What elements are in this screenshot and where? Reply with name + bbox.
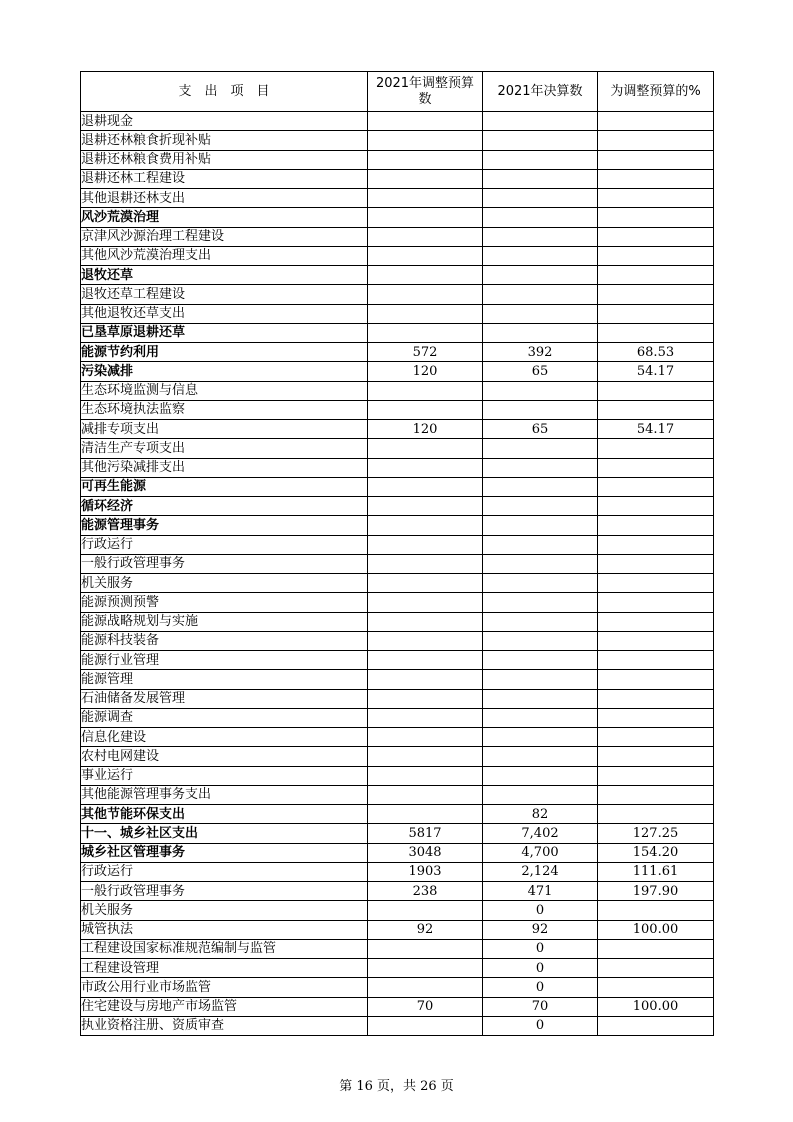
table-row	[81, 477, 714, 496]
final-accounts-cell	[483, 208, 598, 227]
table-row	[81, 189, 714, 208]
ratio-cell	[598, 728, 714, 747]
adjusted-budget-cell	[368, 400, 483, 419]
table-row	[81, 400, 714, 419]
row-name-cell: 其他能源管理事务支出	[81, 785, 368, 804]
ratio-cell	[598, 901, 714, 920]
ratio-cell	[598, 246, 714, 265]
ratio-cell: 154.20	[598, 843, 714, 862]
table-row	[81, 246, 714, 265]
table-row	[81, 266, 714, 285]
table-row	[81, 997, 714, 1016]
row-name-cell: 工程建设管理	[81, 959, 368, 978]
ratio-cell: 54.17	[598, 362, 714, 381]
table-row	[81, 420, 714, 439]
table-row	[81, 323, 714, 342]
ratio-cell	[598, 554, 714, 573]
ratio-cell	[598, 805, 714, 824]
table-row	[81, 824, 714, 843]
table-row	[81, 631, 714, 650]
ratio-cell	[598, 574, 714, 593]
table-row	[81, 959, 714, 978]
row-name-cell: 行政运行	[81, 535, 368, 554]
row-name-cell: 能源科技装备	[81, 631, 368, 650]
adjusted-budget-cell	[368, 612, 483, 631]
adjusted-budget-cell	[368, 285, 483, 304]
final-accounts-cell	[483, 246, 598, 265]
table-row	[81, 747, 714, 766]
final-accounts-cell	[483, 651, 598, 670]
adjusted-budget-cell	[368, 439, 483, 458]
table-row	[81, 708, 714, 727]
final-accounts-cell	[483, 670, 598, 689]
ratio-cell: 100.00	[598, 997, 714, 1016]
table-row	[81, 131, 714, 150]
final-accounts-cell	[483, 131, 598, 150]
row-name-cell: 可再生能源	[81, 477, 368, 496]
ratio-cell	[598, 535, 714, 554]
adjusted-budget-cell: 70	[368, 997, 483, 1016]
table-row	[81, 150, 714, 169]
adjusted-budget-cell	[368, 227, 483, 246]
row-name-cell: 其他风沙荒漠治理支出	[81, 246, 368, 265]
final-accounts-cell: 0	[483, 901, 598, 920]
final-accounts-cell: 92	[483, 920, 598, 939]
final-accounts-cell	[483, 574, 598, 593]
table-row	[81, 516, 714, 535]
final-accounts-cell: 65	[483, 420, 598, 439]
ratio-cell	[598, 747, 714, 766]
row-name-cell: 能源管理事务	[81, 516, 368, 535]
ratio-cell	[598, 208, 714, 227]
final-accounts-cell: 471	[483, 882, 598, 901]
adjusted-budget-cell: 1903	[368, 862, 483, 881]
ratio-cell: 100.00	[598, 920, 714, 939]
row-name-cell: 工程建设国家标准规范编制与监管	[81, 939, 368, 958]
row-name-cell: 能源节约利用	[81, 343, 368, 362]
table-row	[81, 728, 714, 747]
ratio-cell	[598, 266, 714, 285]
ratio-cell	[598, 959, 714, 978]
ratio-cell	[598, 497, 714, 516]
row-name-cell: 一般行政管理事务	[81, 882, 368, 901]
adjusted-budget-cell	[368, 458, 483, 477]
final-accounts-cell	[483, 747, 598, 766]
row-name-cell: 石油储备发展管理	[81, 689, 368, 708]
adjusted-budget-cell	[368, 323, 483, 342]
row-name-cell: 退牧还草工程建设	[81, 285, 368, 304]
ratio-cell	[598, 323, 714, 342]
table-row	[81, 805, 714, 824]
ratio-cell: 54.17	[598, 420, 714, 439]
adjusted-budget-cell	[368, 1016, 483, 1035]
row-name-cell: 退耕还林粮食折现补贴	[81, 131, 368, 150]
final-accounts-cell: 4,700	[483, 843, 598, 862]
final-accounts-cell: 0	[483, 1016, 598, 1035]
final-accounts-cell	[483, 477, 598, 496]
row-name-cell: 信息化建设	[81, 728, 368, 747]
table-row	[81, 112, 714, 131]
adjusted-budget-cell: 238	[368, 882, 483, 901]
row-name-cell: 减排专项支出	[81, 420, 368, 439]
final-accounts-cell	[483, 227, 598, 246]
ratio-cell	[598, 131, 714, 150]
table-row	[81, 843, 714, 862]
table-row	[81, 862, 714, 881]
ratio-cell	[598, 400, 714, 419]
final-accounts-cell	[483, 612, 598, 631]
adjusted-budget-cell: 5817	[368, 824, 483, 843]
row-name-cell: 市政公用行业市场监管	[81, 978, 368, 997]
adjusted-budget-cell: 92	[368, 920, 483, 939]
ratio-cell: 68.53	[598, 343, 714, 362]
adjusted-budget-cell	[368, 497, 483, 516]
final-accounts-cell: 0	[483, 978, 598, 997]
table-row	[81, 343, 714, 362]
ratio-cell	[598, 689, 714, 708]
row-name-cell: 能源预测预警	[81, 593, 368, 612]
ratio-cell	[598, 708, 714, 727]
final-accounts-cell	[483, 689, 598, 708]
adjusted-budget-cell	[368, 554, 483, 573]
table-row	[81, 978, 714, 997]
row-name-cell: 行政运行	[81, 862, 368, 881]
table-row	[81, 535, 714, 554]
ratio-cell: 111.61	[598, 862, 714, 881]
final-accounts-cell	[483, 458, 598, 477]
adjusted-budget-cell	[368, 670, 483, 689]
table-row	[81, 593, 714, 612]
final-accounts-cell	[483, 266, 598, 285]
adjusted-budget-cell	[368, 381, 483, 400]
final-accounts-cell	[483, 516, 598, 535]
adjusted-budget-cell	[368, 131, 483, 150]
ratio-cell	[598, 593, 714, 612]
page-number: 第 16 页，共 26 页	[339, 1079, 454, 1094]
adjusted-budget-cell: 3048	[368, 843, 483, 862]
ratio-cell	[598, 227, 714, 246]
final-accounts-cell	[483, 150, 598, 169]
adjusted-budget-cell	[368, 246, 483, 265]
final-accounts-cell	[483, 400, 598, 419]
ratio-cell	[598, 631, 714, 650]
final-accounts-cell	[483, 535, 598, 554]
table-row	[81, 362, 714, 381]
ratio-cell	[598, 939, 714, 958]
adjusted-budget-cell: 572	[368, 343, 483, 362]
final-accounts-cell: 70	[483, 997, 598, 1016]
adjusted-budget-cell	[368, 766, 483, 785]
row-name-cell: 其他退牧还草支出	[81, 304, 368, 323]
ratio-cell	[598, 978, 714, 997]
final-accounts-cell: 2,124	[483, 862, 598, 881]
ratio-cell	[598, 304, 714, 323]
adjusted-budget-cell	[368, 901, 483, 920]
header-final-accounts: 2021年决算数	[483, 72, 598, 112]
adjusted-budget-cell	[368, 208, 483, 227]
table-row	[81, 612, 714, 631]
table-row	[81, 285, 714, 304]
row-name-cell: 退耕现金	[81, 112, 368, 131]
row-name-cell: 能源管理	[81, 670, 368, 689]
ratio-cell: 197.90	[598, 882, 714, 901]
row-name-cell: 生态环境执法监察	[81, 400, 368, 419]
row-name-cell: 住宅建设与房地产市场监管	[81, 997, 368, 1016]
final-accounts-cell: 82	[483, 805, 598, 824]
table-row	[81, 766, 714, 785]
final-accounts-cell	[483, 169, 598, 188]
ratio-cell	[598, 169, 714, 188]
adjusted-budget-cell	[368, 939, 483, 958]
row-name-cell: 退耕还林工程建设	[81, 169, 368, 188]
ratio-cell	[598, 189, 714, 208]
ratio-cell	[598, 285, 714, 304]
adjusted-budget-cell	[368, 189, 483, 208]
row-name-cell: 农村电网建设	[81, 747, 368, 766]
table-row	[81, 1016, 714, 1035]
adjusted-budget-cell	[368, 689, 483, 708]
table-row	[81, 227, 714, 246]
table-row	[81, 304, 714, 323]
row-name-cell: 其他退耕还林支出	[81, 189, 368, 208]
final-accounts-cell	[483, 554, 598, 573]
final-accounts-cell	[483, 728, 598, 747]
row-name-cell: 京津风沙源治理工程建设	[81, 227, 368, 246]
table-row	[81, 169, 714, 188]
row-name-cell: 能源战略规划与实施	[81, 612, 368, 631]
adjusted-budget-cell	[368, 747, 483, 766]
ratio-cell	[598, 439, 714, 458]
final-accounts-cell	[483, 304, 598, 323]
final-accounts-cell: 392	[483, 343, 598, 362]
final-accounts-cell	[483, 189, 598, 208]
final-accounts-cell	[483, 766, 598, 785]
adjusted-budget-cell	[368, 535, 483, 554]
final-accounts-cell	[483, 631, 598, 650]
adjusted-budget-cell	[368, 593, 483, 612]
adjusted-budget-cell	[368, 785, 483, 804]
adjusted-budget-cell	[368, 631, 483, 650]
table-row	[81, 554, 714, 573]
final-accounts-cell: 7,402	[483, 824, 598, 843]
ratio-cell	[598, 612, 714, 631]
row-name-cell: 退耕还林粮食费用补贴	[81, 150, 368, 169]
row-name-cell: 能源调查	[81, 708, 368, 727]
row-name-cell: 事业运行	[81, 766, 368, 785]
final-accounts-cell	[483, 708, 598, 727]
header-ratio: 为调整预算的%	[598, 72, 714, 112]
ratio-cell	[598, 458, 714, 477]
final-accounts-cell	[483, 497, 598, 516]
final-accounts-cell	[483, 285, 598, 304]
ratio-cell: 127.25	[598, 824, 714, 843]
row-name-cell: 清洁生产专项支出	[81, 439, 368, 458]
table-row	[81, 381, 714, 400]
final-accounts-cell	[483, 439, 598, 458]
header-row	[81, 72, 714, 112]
row-name-cell: 城管执法	[81, 920, 368, 939]
table-row	[81, 651, 714, 670]
adjusted-budget-cell	[368, 150, 483, 169]
ratio-cell	[598, 651, 714, 670]
row-name-cell: 十一、城乡社区支出	[81, 824, 368, 843]
row-name-cell: 生态环境监测与信息	[81, 381, 368, 400]
table-row	[81, 439, 714, 458]
table-row	[81, 939, 714, 958]
table-row	[81, 785, 714, 804]
table-row	[81, 497, 714, 516]
adjusted-budget-cell	[368, 959, 483, 978]
final-accounts-cell: 0	[483, 939, 598, 958]
final-accounts-cell	[483, 112, 598, 131]
row-name-cell: 机关服务	[81, 901, 368, 920]
table-row	[81, 574, 714, 593]
ratio-cell	[598, 150, 714, 169]
table-row	[81, 901, 714, 920]
ratio-cell	[598, 477, 714, 496]
row-name-cell: 其他污染减排支出	[81, 458, 368, 477]
table-row	[81, 458, 714, 477]
row-name-cell: 其他节能环保支出	[81, 805, 368, 824]
row-name-cell: 能源行业管理	[81, 651, 368, 670]
ratio-cell	[598, 766, 714, 785]
adjusted-budget-cell	[368, 805, 483, 824]
table-row	[81, 670, 714, 689]
row-name-cell: 风沙荒漠治理	[81, 208, 368, 227]
adjusted-budget-cell	[368, 574, 483, 593]
adjusted-budget-cell	[368, 978, 483, 997]
row-name-cell: 循环经济	[81, 497, 368, 516]
adjusted-budget-cell	[368, 477, 483, 496]
ratio-cell	[598, 670, 714, 689]
adjusted-budget-cell: 120	[368, 420, 483, 439]
ratio-cell	[598, 516, 714, 535]
header-adjusted-budget: 2021年调整预算数	[368, 72, 483, 112]
final-accounts-cell	[483, 593, 598, 612]
table-row	[81, 208, 714, 227]
table-row	[81, 689, 714, 708]
row-name-cell: 退牧还草	[81, 266, 368, 285]
adjusted-budget-cell	[368, 112, 483, 131]
final-accounts-cell	[483, 323, 598, 342]
adjusted-budget-cell	[368, 304, 483, 323]
row-name-cell: 执业资格注册、资质审查	[81, 1016, 368, 1035]
row-name-cell: 城乡社区管理事务	[81, 843, 368, 862]
ratio-cell	[598, 1016, 714, 1035]
adjusted-budget-cell	[368, 728, 483, 747]
ratio-cell	[598, 381, 714, 400]
adjusted-budget-cell	[368, 516, 483, 535]
expenditure-table	[80, 71, 714, 1036]
adjusted-budget-cell: 120	[368, 362, 483, 381]
final-accounts-cell: 65	[483, 362, 598, 381]
header-item: 支 出 项 目	[81, 72, 368, 112]
row-name-cell: 已垦草原退耕还草	[81, 323, 368, 342]
row-name-cell: 机关服务	[81, 574, 368, 593]
ratio-cell	[598, 112, 714, 131]
row-name-cell: 污染减排	[81, 362, 368, 381]
final-accounts-cell	[483, 381, 598, 400]
adjusted-budget-cell	[368, 266, 483, 285]
row-name-cell: 一般行政管理事务	[81, 554, 368, 573]
adjusted-budget-cell	[368, 708, 483, 727]
final-accounts-cell	[483, 785, 598, 804]
ratio-cell	[598, 785, 714, 804]
table-row	[81, 920, 714, 939]
table-row	[81, 882, 714, 901]
final-accounts-cell: 0	[483, 959, 598, 978]
adjusted-budget-cell	[368, 651, 483, 670]
adjusted-budget-cell	[368, 169, 483, 188]
